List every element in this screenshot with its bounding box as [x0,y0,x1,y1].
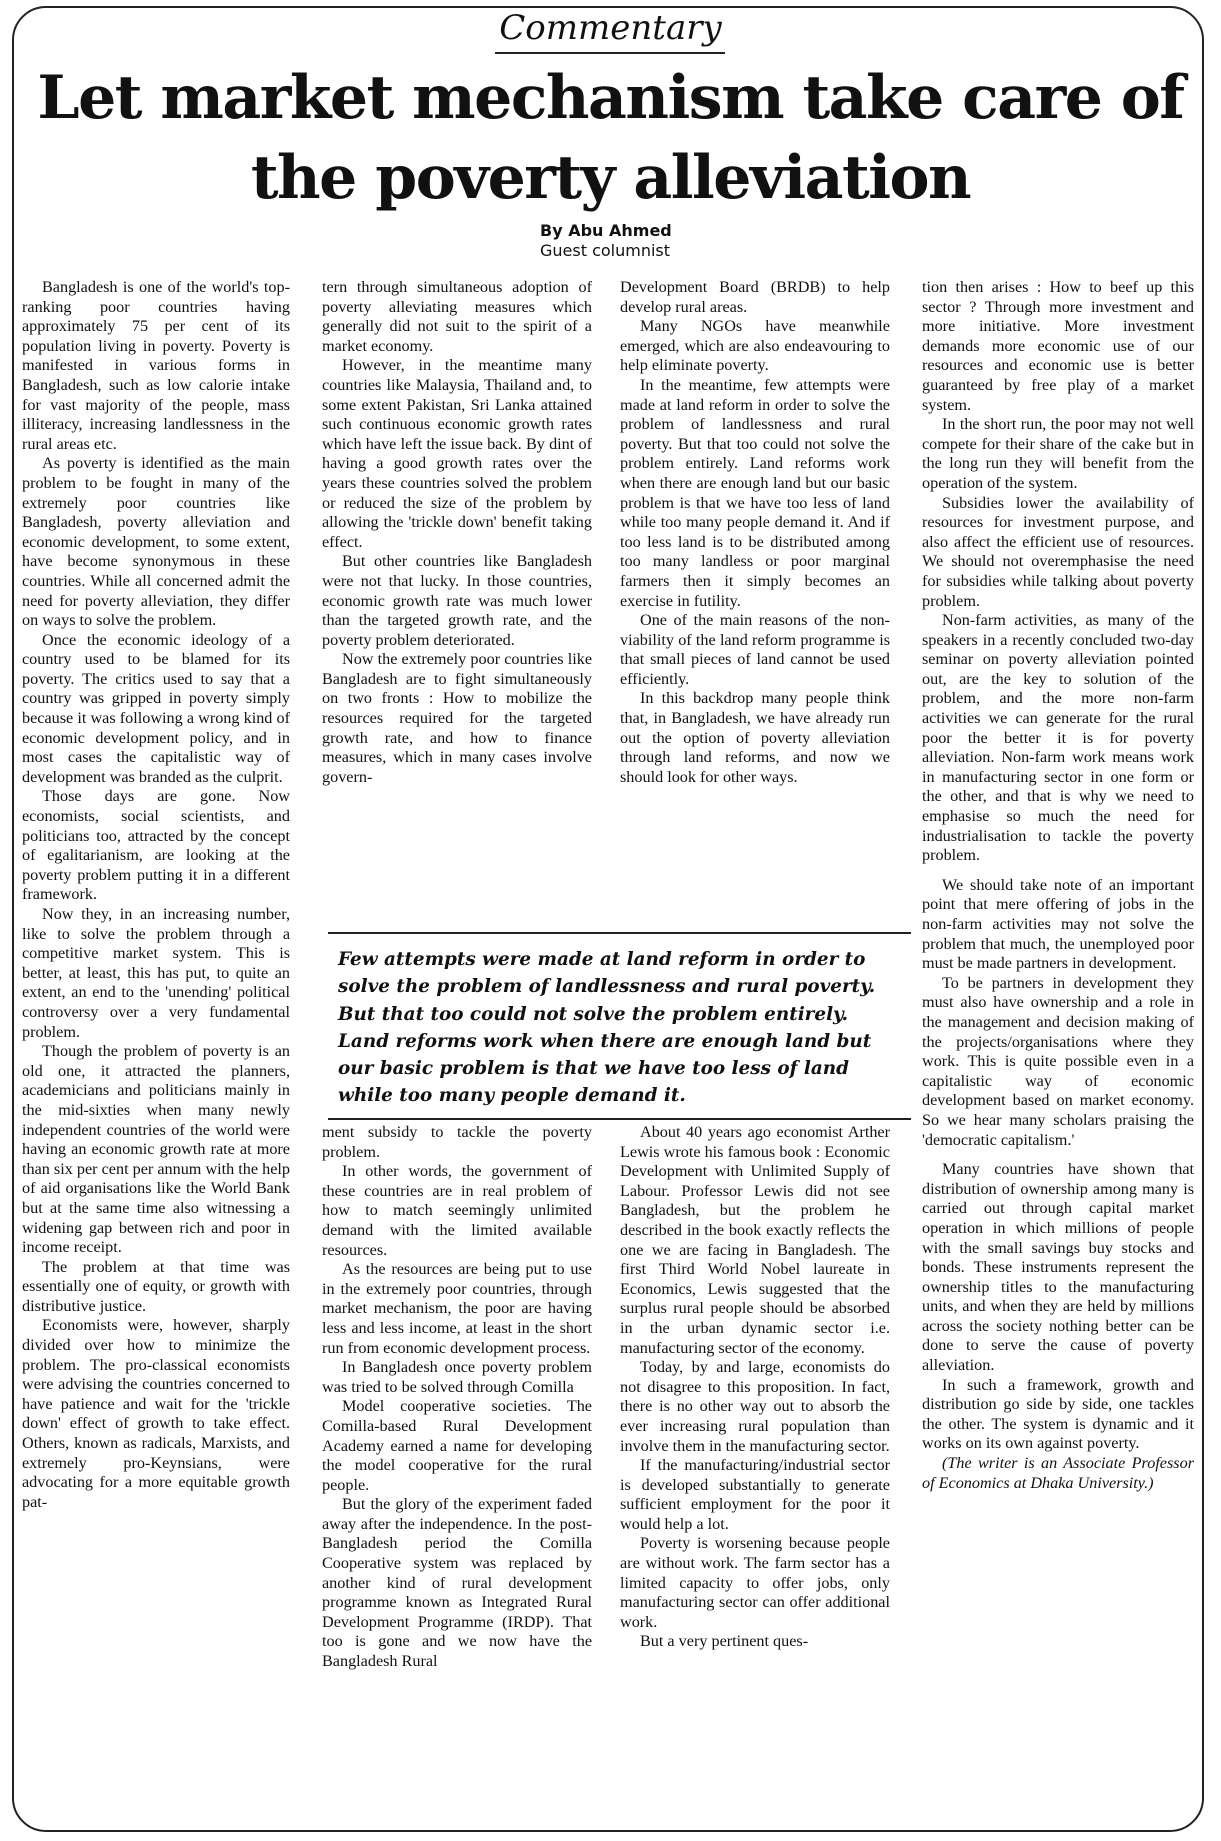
byline [540,221,672,261]
paragraph: Non-farm activities, as many of the speakers in a recently concluded two-day seminar on poverty alleviation pointed out, are the key to solution of the problem, and the more non-farm activities we can generate for the rural poor the better it is for poverty alleviation. Non-farm work means work in manufacturing sector in one form or the other, and that is why we need to emphasise so much the need for industrialisation to tackle the poverty problem. [922,611,1194,865]
paragraph: But other countries like Bangladesh were not that lucky. In those countries, economic growth rate was much lower than the targeted growth rate, and the poverty problem deteriorated. [322,552,592,649]
paragraph: In the short run, the poor may not well compete for their share of the cake but in the long run they will benefit from the operation of the system. [922,415,1194,492]
column-4 [922,278,1194,1493]
paragraph: In the meantime, few attempts were made at land reform in order to solve the problem of landlessness and rural poverty. But that too could not solve the problem entirely. Land reforms work when there are enough land but our basic problem is that we have too less of land while too many people demand it. And if too less land is to be distributed among too many landless or poor marginal farmers then it simply becomes an exercise in futility. [620,375,890,610]
paragraph: Model cooperative societies. The Comilla-based Rural Development Academy earned a name for developing the model cooperative for the rural people. [322,1397,592,1494]
byline-role: Guest columnist [540,241,671,260]
paragraph: tern through simultaneous adoption of poverty alleviating measures which generally did not suit to the spirit of a market economy. [322,278,592,355]
column-2-bottom [322,1123,592,1672]
pull-quote: Few attempts were made at land reform in order to solve the problem of landlessness and rural poverty. But that too could not solve the problem entirely. Land reforms work when there are enough land but our basic problem is that we have too less of land while too many people demand it. [328,932,911,1120]
paragraph: However, in the meantime many countries like Malaysia, Thailand and, to some extent Pakistan, Sri Lanka attained such continuous economic growth rates which have left the issue back. By dint of having a good growth rates over the years these countries solved the problem or reduced the size of the problem by allowing the 'trickle down' benefit taking effect. [322,356,592,551]
column-3-top [620,278,890,787]
paragraph: We should take note of an important point that mere offering of jobs in the non-farm activities may not solve the problem that much, the unemployed poor must be made partners in development. [922,875,1194,973]
paragraph: The problem at that time was essentially one of equity, or growth with distributive justice. [22,1257,290,1315]
paragraph: Development Board (BRDB) to help develop rural areas. [620,278,890,316]
paragraph: tion then arises : How to beef up this sector ? Through more investment and more initiative. More investment demands more economic use of our resources and economic use is better guaranteed by free play of a market system. [922,278,1194,414]
paragraph: In this backdrop many people think that, in Bangladesh, we have already run out the option of poverty alleviation through land reforms, and now we should look for other ways. [620,689,890,786]
paragraph: About 40 years ago economist Arther Lewis wrote his famous book : Economic Development with Unlimited Supply of Labour. Professor Lewis did not see Bangladesh, but the problem he described in the book exactly reflects the one we are facing in Bangladesh. The first Third World Nobel laureate in Economics, Lewis suggested that the surplus rural people should be absorbed in the urban dynamic sector i.e. manufacturing sector of the economy. [620,1123,890,1357]
paragraph: Poverty is worsening because people are without work. The farm sector has a limited capacity to offer jobs, only manufacturing sector can offer additional work. [620,1534,890,1631]
paragraph: In other words, the government of these countries are in real problem of how to match seemingly unlimited demand with the limited available resources. [322,1162,592,1259]
author-note: (The writer is an Associate Professor of Economics at Dhaka University.) [922,1454,1194,1492]
paragraph: Now the extremely poor countries like Bangladesh are to fight simultaneously on two fronts : How to mobilize the resources required for the targeted growth rate, and how to finance measures, which in many cases involve govern- [322,650,592,786]
paragraph: Once the economic ideology of a country used to be blamed for its poverty. The critics used to say that a country was gripped in poverty simply because it was following a wrong kind of economic development policy, and in most cases the capitalistic way of development was branded as the culprit. [22,630,290,786]
headline [20,58,1201,218]
paragraph: Bangladesh is one of the world's top-ranking poor countries having approximately 75 per cent of its population living in poverty. Poverty is manifested in various forms in Bangladesh, such as low calorie intake for vast majority of the people, mass illiteracy, increasing landlessness in the rural areas etc. [22,278,290,453]
kicker-underline [495,52,725,54]
paragraph: If the manufacturing/industrial sector is developed substantially to generate sufficient employment for the poor it would help a lot. [620,1456,890,1533]
paragraph: Economists were, however, sharply divided over how to minimize the problem. The pro-classical economists were advising the countries concerned to have patience and wait for the 'trickle down' effect of growth to take effect. Others, known as radicals, Marxists, and extremely pro-Keynsians, were advocating for a more equitable growth pat- [22,1316,290,1511]
column-2-top [322,278,592,787]
headline-line-2: the poverty alleviation [250,143,971,213]
paragraph: In Bangladesh once poverty problem was tried to be solved through Comilla [322,1358,592,1396]
paragraph: In such a framework, growth and distribution go side by side, one tackles the other. The system is dynamic and it works on its own against poverty. [922,1375,1194,1453]
paragraph: One of the main reasons of the non-viability of the land reform programme is that small pieces of land cannot be used efficiently. [620,611,890,688]
paragraph: Those days are gone. Now economists, social scientists, and politicians too, attracted by the concept of egalitarianism, are looking at the poverty problem putting it in a different framework. [22,787,290,904]
headline-line-1: Let market mechanism take care of [37,63,1184,133]
paragraph: ment subsidy to tackle the poverty problem. [322,1123,592,1161]
paragraph: Subsidies lower the availability of resources for investment purpose, and also affect the efficient use of resources. We should not overemphasise the need for subsidies while talking about poverty problem. [922,493,1194,610]
paragraph: Though the problem of poverty is an old one, it attracted the planners, academicians and politicians mainly in the mid-sixties when many newly independent countries of the world were having an economic growth rate at more than six per cent per annum with the help of aid organisations like the World Bank but at the same time also witnessing a widening gap between rich and poor in income receipt. [22,1042,290,1257]
paragraph: As the resources are being put to use in the extremely poor countries, through market mechanism, the poor are having less and less income, at least in the short run from economic development process. [322,1260,592,1357]
paragraph: Many countries have shown that distribution of ownership among many is carried out through capital market operation in which millions of people with the small savings buy stocks and bonds. These instruments represent the ownership titles to the manufacturing units, and when they are held by millions across the society nothing better can be done to serve the cause of poverty alleviation. [922,1160,1194,1375]
paragraph: But a very pertinent ques- [640,1632,809,1651]
paragraph: Today, by and large, economists do not disagree to this proposition. In fact, there is no other way out to absorb the ever increasing rural population than involve them in the manufacturing sector. [620,1358,890,1455]
column-1 [22,278,290,1512]
byline-author: By Abu Ahmed [540,221,672,240]
paragraph: But the glory of the experiment faded away after the independence. In the post-Bangladesh period the Comilla Cooperative system was replaced by another kind of rural development programme known as Integrated Rural Development Programme (IRDP). That too is gone and we now have the Bangladesh Rural [322,1495,592,1671]
paragraph: Now they, in an increasing number, like to solve the problem through a competitive market system. This is better, at least, this has put, to quite an extent, an end to the 'unending' political controversy over a very fundamental problem. [22,905,290,1041]
paragraph: Many NGOs have meanwhile emerged, which are also endeavouring to help eliminate poverty. [620,317,890,375]
section-kicker: Commentary [499,8,722,48]
paragraph: To be partners in development they must also have ownership and a role in the management and decision making of the projects/organisations where they work. This is quite possible even in a capitalistic way of economic development based on market economy. So we hear many scholars praising the 'democratic capitalism.' [922,973,1194,1149]
column-3-bottom [620,1123,890,1652]
paragraph: As poverty is identified as the main problem to be fought in many of the extremely poor countries like Bangladesh, poverty alleviation and economic development, to some extent, have become synonymous in these countries. While all concerned admit the need for poverty alleviation, they differ on ways to solve the problem. [22,454,290,630]
